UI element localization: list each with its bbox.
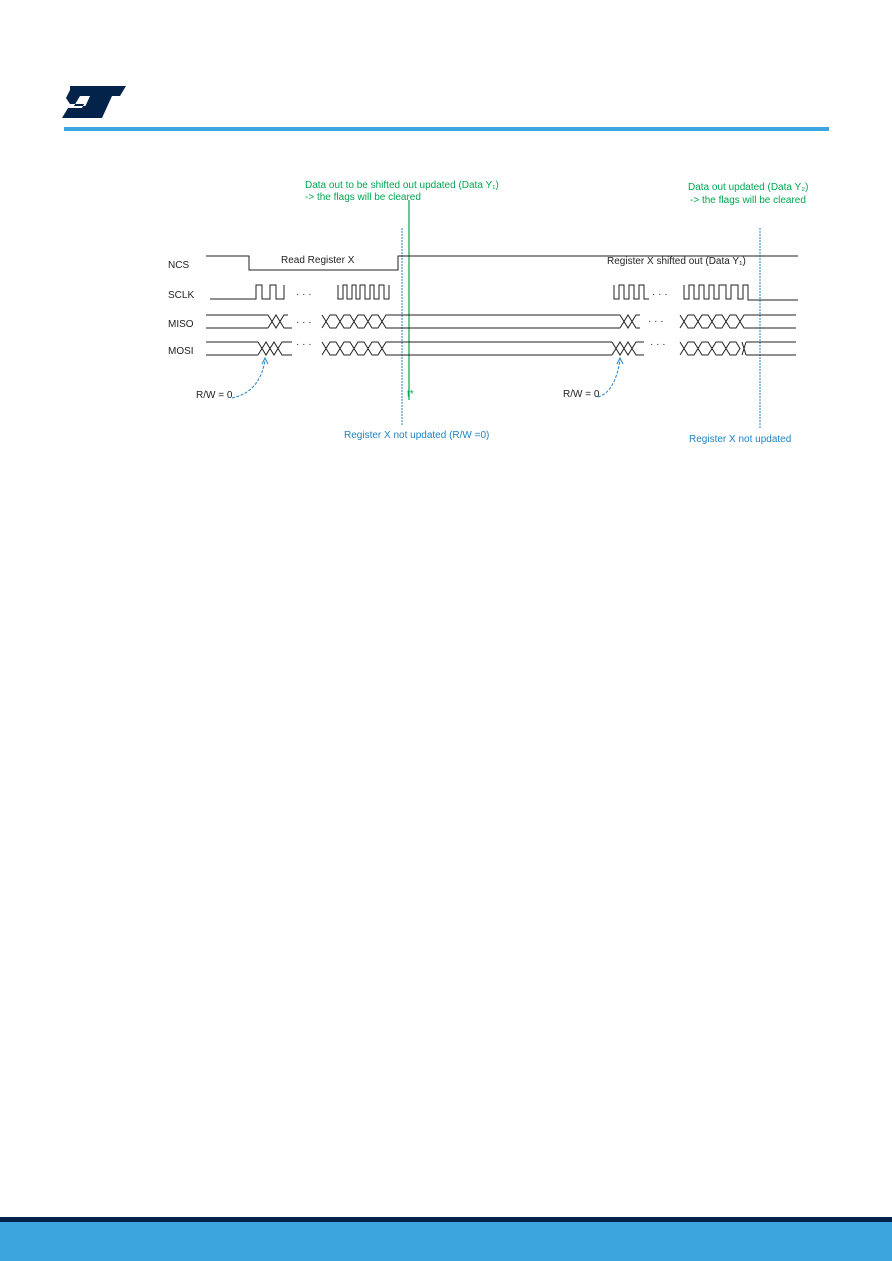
not-updated-right-label: Register X not updated: [689, 434, 792, 445]
data-y1-line2: -> the flags will be cleared: [305, 192, 421, 203]
not-updated-left-label: Register X not updated (R/W =0): [344, 430, 490, 441]
sclk-waveform-left-2: [338, 285, 389, 299]
sclk-waveform-right-2: [684, 285, 798, 300]
shifted-out-label: Register X shifted out (Data Y₁): [607, 256, 746, 267]
miso-bits-left-2: [322, 315, 388, 328]
signal-label-sclk: SCLK: [168, 290, 195, 301]
data-y2-line1: Data out updated (Data Y₂): [688, 182, 809, 193]
mosi-bits-right: [612, 342, 644, 355]
sclk-waveform-right: [614, 285, 649, 299]
mosi-gap-dots-right: · · ·: [650, 339, 666, 350]
mosi-bits-left-2: [322, 342, 388, 355]
miso-gap-dots-right: · · ·: [648, 316, 664, 327]
t-marker-label: t*: [407, 389, 414, 400]
rw-left-label: R/W = 0: [196, 390, 233, 401]
signal-label-mosi: MOSI: [168, 346, 194, 357]
sclk-gap-dots-left: · · ·: [296, 289, 312, 300]
rw-right-arrowhead-icon: [617, 358, 623, 364]
sclk-waveform-left: [210, 285, 284, 299]
miso-bits-right: [620, 315, 640, 328]
rw-left-arrow: [232, 360, 265, 398]
spi-timing-diagram: [0, 0, 892, 520]
sclk-gap-dots-right: · · ·: [652, 289, 668, 300]
data-y1-line1: Data out to be shifted out updated (Data Y₁): [305, 180, 499, 191]
mosi-bits-left: [258, 342, 292, 355]
signal-label-ncs: NCS: [168, 260, 190, 271]
miso-bits-right-2: [680, 315, 796, 328]
signal-label-miso: MISO: [168, 319, 194, 330]
miso-gap-dots-left: · · ·: [296, 317, 312, 328]
miso-bits-left: [268, 315, 292, 328]
rw-left-arrowhead-icon: [262, 358, 268, 364]
mosi-bits-right-2: [680, 342, 796, 355]
footer-band-light: [0, 1222, 892, 1261]
mosi-gap-dots-left: · · ·: [296, 339, 312, 350]
rw-right-label: R/W = 0: [563, 389, 600, 400]
rw-right-arrow: [598, 360, 620, 397]
data-y2-line2: -> the flags will be cleared: [690, 195, 806, 206]
read-register-label: Read Register X: [281, 255, 355, 266]
